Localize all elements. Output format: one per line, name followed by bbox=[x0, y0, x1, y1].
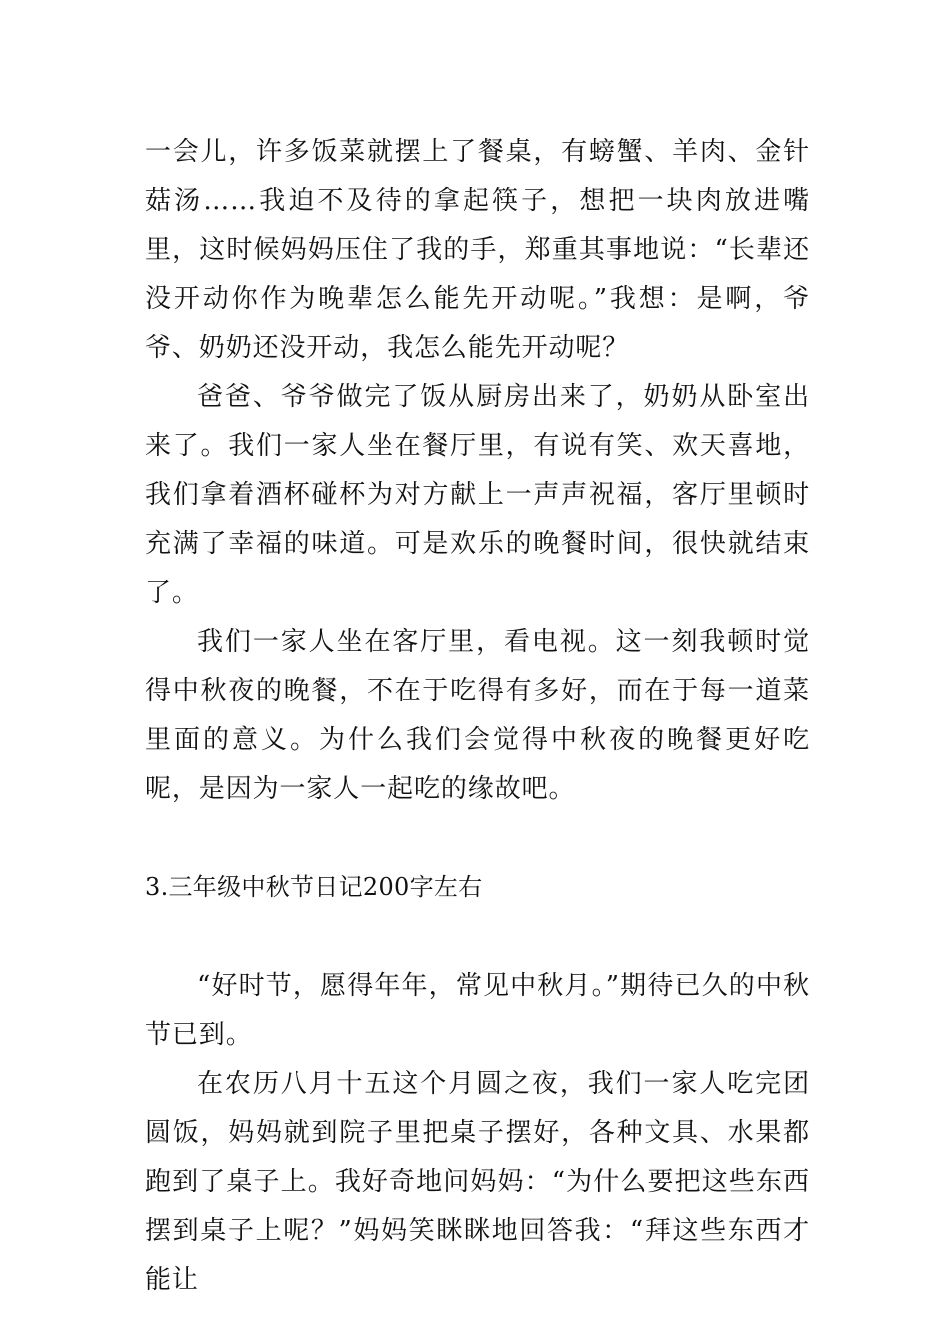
spacer bbox=[145, 912, 810, 962]
paragraph-mid-autumn-night: 在农历八月十五这个月圆之夜，我们一家人吃完团圆饭，妈妈就到院子里把桌子摆好，各种文具、水果都跑到了桌子上。我好奇地问妈妈：“为什么要把这些东西摆到桌子上呢？”妈妈笑眯眯地回答我：“拜这些东西才能让 bbox=[145, 1069, 810, 1295]
spacer bbox=[145, 814, 810, 863]
paragraph-dinner-table: 一会儿，许多饭菜就摆上了餐桌，有螃蟹、羊肉、金针菇汤……我迫不及待的拿起筷子，想把一块肉放进嘴里，这时候妈妈压住了我的手，郑重其事地说：“长辈还没开动你作为晚辈怎么能先开动呢。”我想：是啊，爷爷、奶奶还没开动，我怎么能先开动呢？ bbox=[145, 137, 810, 363]
paragraph-family-gathering: 爸爸、爷爷做完了饭从厨房出来了，奶奶从卧室出来了。我们一家人坐在餐厅里，有说有笑、欢天喜地，我们拿着酒杯碰杯为对方献上一声声祝福，客厅里顿时充满了幸福的味道。可是欢乐的晚餐时间，很快就结束了。 bbox=[145, 382, 810, 608]
section-heading: 3.三年级中秋节日记200字左右 bbox=[145, 873, 483, 901]
paragraph-poem-quote: “好时节，愿得年年，常见中秋月。”期待已久的中秋节已到。 bbox=[145, 971, 810, 1050]
paragraph-reflection: 我们一家人坐在客厅里，看电视。这一刻我顿时觉得中秋夜的晚餐，不在于吃得有多好，而在于每一道菜里面的意义。为什么我们会觉得中秋夜的晚餐更好吃呢，是因为一家人一起吃的缘故吧。 bbox=[145, 627, 810, 804]
document-page bbox=[145, 128, 810, 1305]
